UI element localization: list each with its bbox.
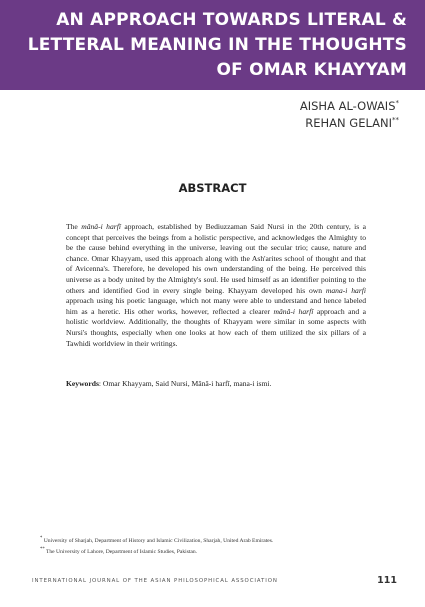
- footnote-1: [40, 536, 273, 544]
- abstract-segment-italic: mânâ-i harfî: [81, 222, 121, 231]
- author-1-name: AISHA AL-OWAIS: [299, 99, 396, 113]
- title-line-3: OF OMAR KHAYYAM: [216, 60, 407, 80]
- keywords-text: : Omar Khayyam, Said Nursi, Mânâ-i harfî, mana-i ismi.: [98, 379, 272, 388]
- abstract-segment: The: [66, 222, 82, 231]
- title-line-1: AN APPROACH TOWARDS LITERAL &: [56, 10, 407, 30]
- author-2-name: REHAN GELANI: [305, 116, 392, 130]
- author-2-mark: **: [392, 116, 399, 125]
- abstract-segment-italic: mânâ-i harfî: [273, 306, 314, 316]
- abstract-segment-italic: mana-i harfi: [325, 285, 366, 295]
- footnote-2-mark: **: [40, 547, 45, 552]
- abstract-heading: ABSTRACT: [178, 181, 247, 195]
- abstract-body: [66, 222, 366, 349]
- keywords-label: Keywords: [66, 379, 99, 388]
- footnote-2: [40, 547, 197, 555]
- author-1-mark: *: [395, 99, 399, 108]
- author-1: [300, 99, 399, 113]
- author-2: [305, 116, 399, 130]
- footnote-1-mark: *: [40, 536, 43, 541]
- title-banner: [0, 0, 425, 90]
- journal-name: INTERNATIONAL JOURNAL OF THE ASIAN PHILOSOPHICAL ASSOCIATION: [32, 578, 278, 584]
- footnote-2-text: The University of Lahore, Department of Islamic Studies, Pakistan.: [44, 548, 198, 555]
- abstract-segment: approach, established by Bediuzzaman Said Nursi in the 20th century, is a concept that perceives the beings from a holistic perspective, and acknowledges the Almighty to be the cause behind everything in the universe, leaving out the secular trio; cause, nature and chance. Omar Khayyam, used this approach along with the Ash'arites school of thought and that of Avicenna's. Therefore, he developed his own understanding of the being. He perceived this universe as a body united by the Almighty's soul. He used himself as an identifier pointing to the others and identified God in every single being. Khayyam developed his own: [66, 222, 366, 295]
- footnote-1-text: University of Sharjah, Department of History and Islamic Civilization, Sharjah, United Arab Emirates.: [42, 537, 274, 544]
- abstract-segment: approach using his poetic language, which not many were able to understand and hence labeled him as a heretic. His other works, however, reflected a clearer: [66, 296, 366, 316]
- title-line-2: LETTERAL MEANING IN THE THOUGHTS: [27, 35, 407, 55]
- abstract-segment: approach and a holistic worldview. Additionally, the thoughts of Khayyam were similar in some aspects with Nursi's thoughts, especially when one looks at how each of them utilized the six pillars of a Tawhidi worldview in their writings.: [66, 306, 367, 348]
- page-number: 111: [377, 575, 397, 586]
- keywords: [66, 379, 366, 388]
